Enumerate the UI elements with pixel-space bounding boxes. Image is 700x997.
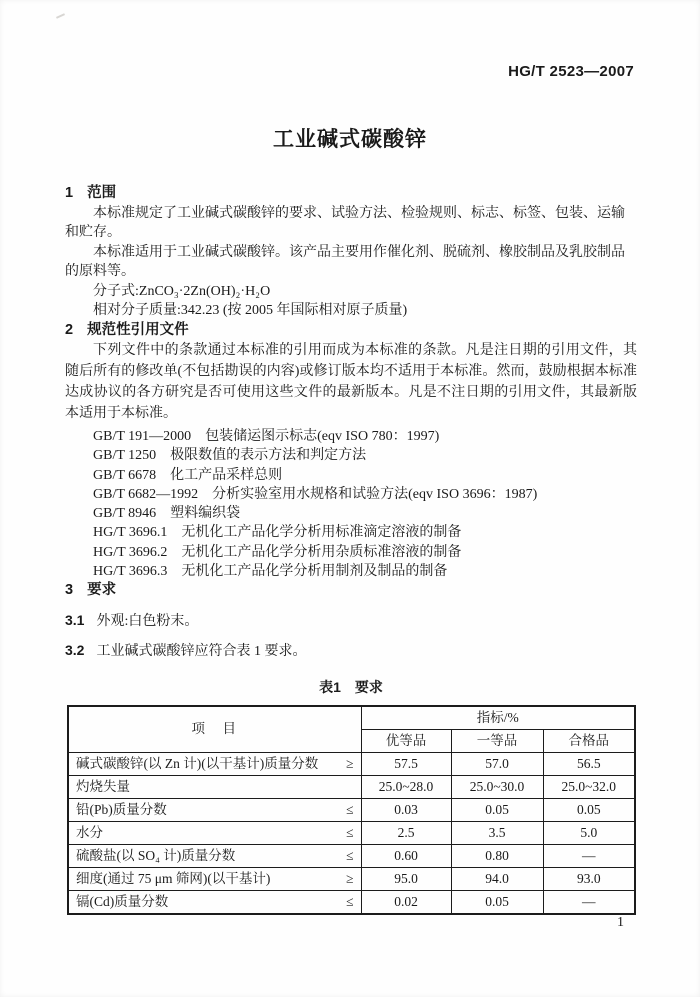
row-item-cell bbox=[68, 891, 361, 915]
section-3-title: 要求 bbox=[87, 582, 117, 599]
section-2-number: 2 bbox=[65, 321, 74, 338]
limit-symbol: ≥ bbox=[346, 870, 354, 886]
column-header-grade-premium: 优等品 bbox=[361, 730, 451, 753]
section-2-heading bbox=[65, 321, 637, 341]
clause-3-2 bbox=[65, 641, 637, 662]
value-cell: 25.0~32.0 bbox=[543, 776, 635, 799]
value-cell: 94.0 bbox=[451, 868, 543, 891]
value-cell: 93.0 bbox=[543, 868, 635, 891]
scan-artifact bbox=[56, 13, 65, 19]
value-cell: 3.5 bbox=[451, 822, 543, 845]
limit-symbol: ≤ bbox=[346, 824, 354, 840]
clause-3-1-number: 3.1 bbox=[65, 611, 85, 628]
value-cell: 0.80 bbox=[451, 845, 543, 868]
limit-symbol: ≥ bbox=[346, 755, 354, 771]
document-title: 工业碱式碳酸锌 bbox=[273, 128, 427, 151]
value-cell: 0.03 bbox=[361, 799, 451, 822]
section-2-intro: 下列文件中的条款通过本标准的引用而成为本标准的条款。凡是注日期的引用文件，其随后所有的修改单(不包括勘误的内容)或修订版本均不适用于本标准。然而，鼓励根据本标准达成协议的各方研究是否可使用这些文件的最新版本。凡是不注日期的引用文件，其最新版本适用于本标准。 bbox=[65, 343, 637, 421]
section-2-title: 规范性引用文件 bbox=[87, 321, 189, 338]
page-number: 1 bbox=[617, 915, 624, 930]
section-1-paragraph-2: 本标准适用于工业碱式碳酸锌。该产品主要用作催化剂、脱硫剂、橡胶制品及乳胶制品的原料等。 bbox=[65, 244, 625, 279]
limit-symbol: ≤ bbox=[346, 801, 354, 817]
item-label: 细度(通过 75 μm 筛网)(以干基计) bbox=[76, 870, 271, 886]
row-item-cell bbox=[68, 753, 361, 776]
value-cell: 0.05 bbox=[543, 799, 635, 822]
table-row bbox=[68, 753, 635, 776]
reference-item: GB/T 6678 化工产品采样总则 bbox=[93, 467, 283, 483]
clause-3-1-text: 外观:白色粉末。 bbox=[96, 613, 199, 629]
section-1-heading bbox=[65, 184, 637, 204]
reference-item: GB/T 6682—1992 分析实验室用水规格和试验方法(eqv ISO 3696：1987) bbox=[93, 486, 538, 502]
table-row bbox=[68, 845, 635, 868]
table-row bbox=[68, 868, 635, 891]
column-header-grade-first: 一等品 bbox=[451, 730, 543, 753]
value-cell: 0.05 bbox=[451, 891, 543, 915]
item-label: 水分 bbox=[76, 824, 103, 840]
section-3-number: 3 bbox=[65, 582, 74, 599]
item-label: 碱式碳酸锌(以 Zn 计)(以干基计)质量分数 bbox=[76, 755, 319, 771]
clause-3-2-text: 工业碱式碳酸锌应符合表 1 要求。 bbox=[96, 644, 307, 660]
value-cell: 95.0 bbox=[361, 868, 451, 891]
row-item-cell bbox=[68, 822, 361, 845]
value-cell: — bbox=[543, 845, 635, 868]
row-item-cell bbox=[68, 845, 361, 868]
item-label: 镉(Cd)质量分数 bbox=[76, 893, 169, 909]
value-cell: 56.5 bbox=[543, 753, 635, 776]
value-cell: 0.05 bbox=[451, 799, 543, 822]
molecular-formula: 分子式:ZnCO₃·2Zn(OH)₂·H₂O bbox=[93, 283, 271, 299]
clause-3-1 bbox=[65, 611, 637, 632]
value-cell: 2.5 bbox=[361, 822, 451, 845]
value-cell: — bbox=[543, 891, 635, 915]
item-label: 硫酸盐(以 SO₄ 计)质量分数 bbox=[76, 847, 236, 863]
reference-item: HG/T 3696.3 无机化工产品化学分析用制剂及制品的制备 bbox=[93, 564, 448, 580]
table-1-caption: 表1 要求 bbox=[319, 678, 383, 695]
value-cell: 25.0~30.0 bbox=[451, 776, 543, 799]
column-header-grade-qualified: 合格品 bbox=[543, 730, 635, 753]
section-3-heading bbox=[65, 581, 637, 601]
value-cell: 57.0 bbox=[451, 753, 543, 776]
column-header-item: 项 目 bbox=[68, 706, 361, 753]
limit-symbol: ≤ bbox=[346, 893, 354, 909]
table-row bbox=[68, 822, 635, 845]
document-body bbox=[65, 184, 637, 915]
value-cell: 5.0 bbox=[543, 822, 635, 845]
relative-molecular-mass: 相对分子质量:342.23 (按 2005 年国际相对原子质量) bbox=[93, 303, 408, 318]
reference-item: HG/T 3696.2 无机化工产品化学分析用杂质标准溶液的制备 bbox=[93, 544, 462, 560]
reference-item: GB/T 1250 极限数值的表示方法和判定方法 bbox=[93, 448, 367, 464]
row-item-cell bbox=[68, 868, 361, 891]
table-row bbox=[68, 891, 635, 915]
table-row bbox=[68, 776, 635, 799]
standard-code: HG/T 2523—2007 bbox=[508, 63, 634, 80]
item-label: 灼烧失量 bbox=[76, 778, 130, 794]
value-cell: 57.5 bbox=[361, 753, 451, 776]
limit-symbol: ≤ bbox=[346, 847, 354, 863]
clause-3-2-number: 3.2 bbox=[65, 642, 85, 659]
value-cell: 25.0~28.0 bbox=[361, 776, 451, 799]
reference-list bbox=[65, 427, 637, 581]
section-1-title: 范围 bbox=[87, 185, 117, 201]
value-cell: 0.60 bbox=[361, 845, 451, 868]
reference-item: GB/T 191—2000 包装储运图示标志(eqv ISO 780：1997) bbox=[93, 429, 440, 444]
table-row bbox=[68, 799, 635, 822]
section-1-number: 1 bbox=[65, 185, 74, 201]
row-item-cell bbox=[68, 776, 361, 799]
row-item-cell bbox=[68, 799, 361, 822]
section-1-paragraph-1: 本标准规定了工业碱式碳酸锌的要求、试验方法、检验规则、标志、标签、包装、运输和贮存。 bbox=[65, 205, 625, 240]
table-header-row bbox=[68, 706, 635, 730]
column-header-index: 指标/% bbox=[361, 706, 635, 730]
requirements-table bbox=[67, 705, 636, 915]
item-label: 铅(Pb)质量分数 bbox=[76, 801, 167, 817]
reference-item: HG/T 3696.1 无机化工产品化学分析用标准滴定溶液的制备 bbox=[93, 525, 462, 541]
reference-item: GB/T 8946 塑料编织袋 bbox=[93, 506, 241, 522]
value-cell: 0.02 bbox=[361, 891, 451, 915]
